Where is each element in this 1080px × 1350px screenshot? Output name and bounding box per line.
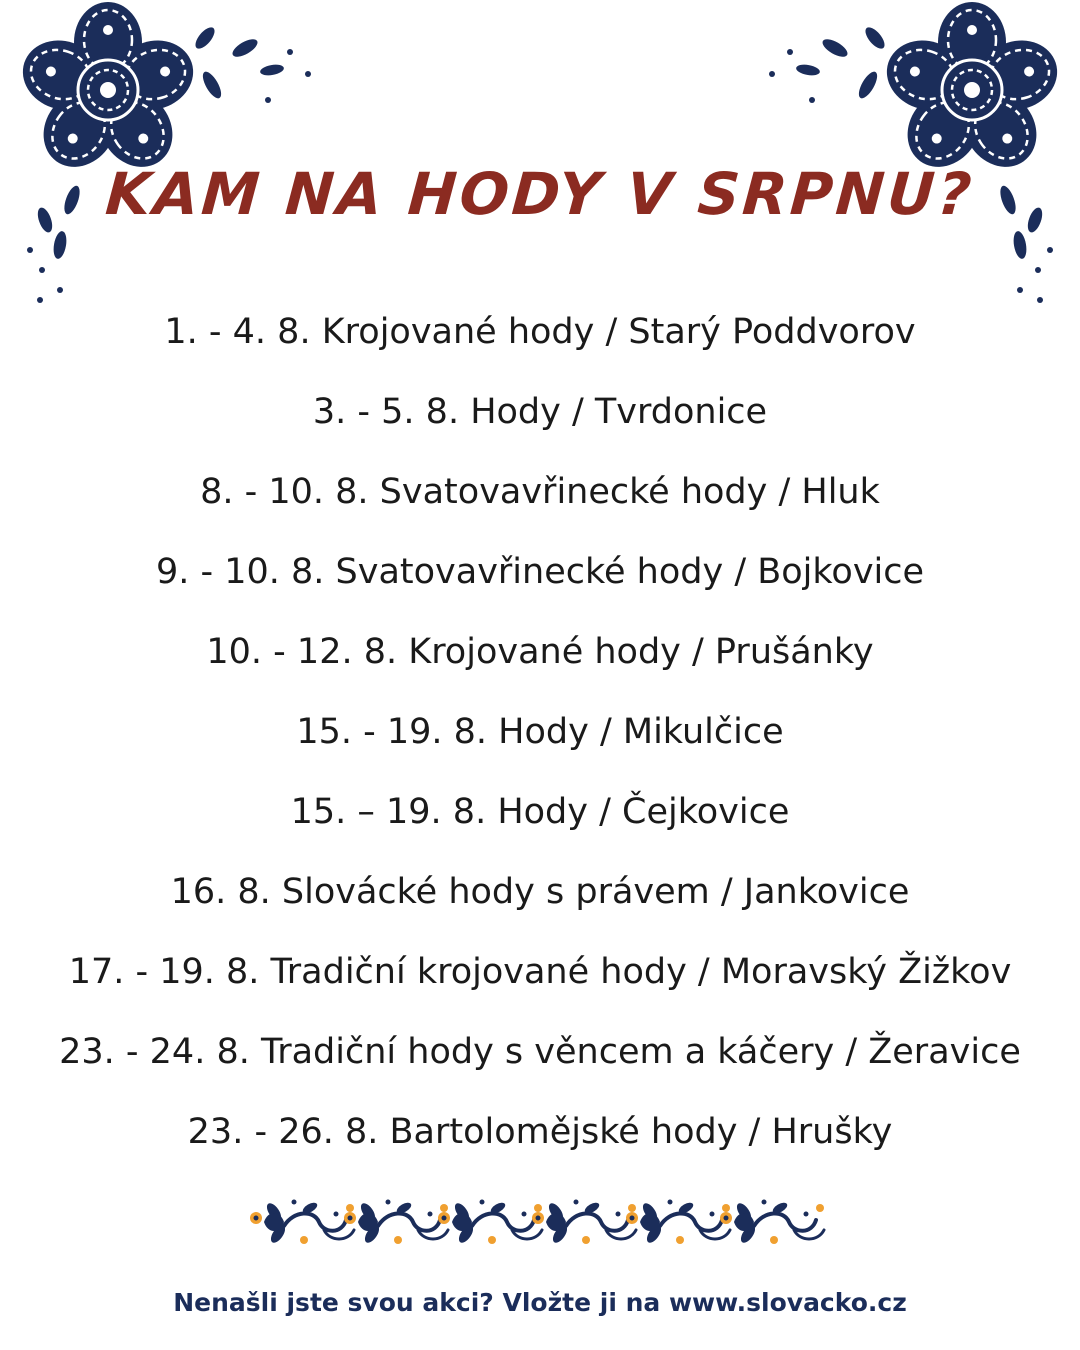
event-list [0,300,1080,1180]
list-item: 10. - 12. 8. Krojované hody / Prušánky [206,632,874,672]
page-title: KAM NA HODY V SRPNU? [103,160,977,228]
list-item: 23. - 24. 8. Tradiční hody s věncem a káčery / Žeravice [59,1032,1021,1072]
footer-note: Nenašli jste svou akci? Vložte ji na www.slovacko.cz [173,1288,907,1317]
list-item: 15. – 19. 8. Hody / Čejkovice [290,792,790,832]
list-item: 8. - 10. 8. Svatovavřinecké hody / Hluk [200,472,880,512]
list-item: 17. - 19. 8. Tradiční krojované hody / Moravský Žižkov [68,952,1012,992]
folk-floral-garland-icon [250,1188,830,1252]
list-item: 3. - 5. 8. Hody / Tvrdonice [312,392,768,432]
list-item: 23. - 26. 8. Bartolomějské hody / Hrušky [187,1112,893,1152]
list-item: 9. - 10. 8. Svatovavřinecké hody / Bojkovice [155,552,925,592]
list-item: 16. 8. Slovácké hody s právem / Jankovice [170,872,910,912]
list-item: 15. - 19. 8. Hody / Mikulčice [296,712,784,752]
list-item: 1. - 4. 8. Krojované hody / Starý Poddvorov [164,312,916,352]
